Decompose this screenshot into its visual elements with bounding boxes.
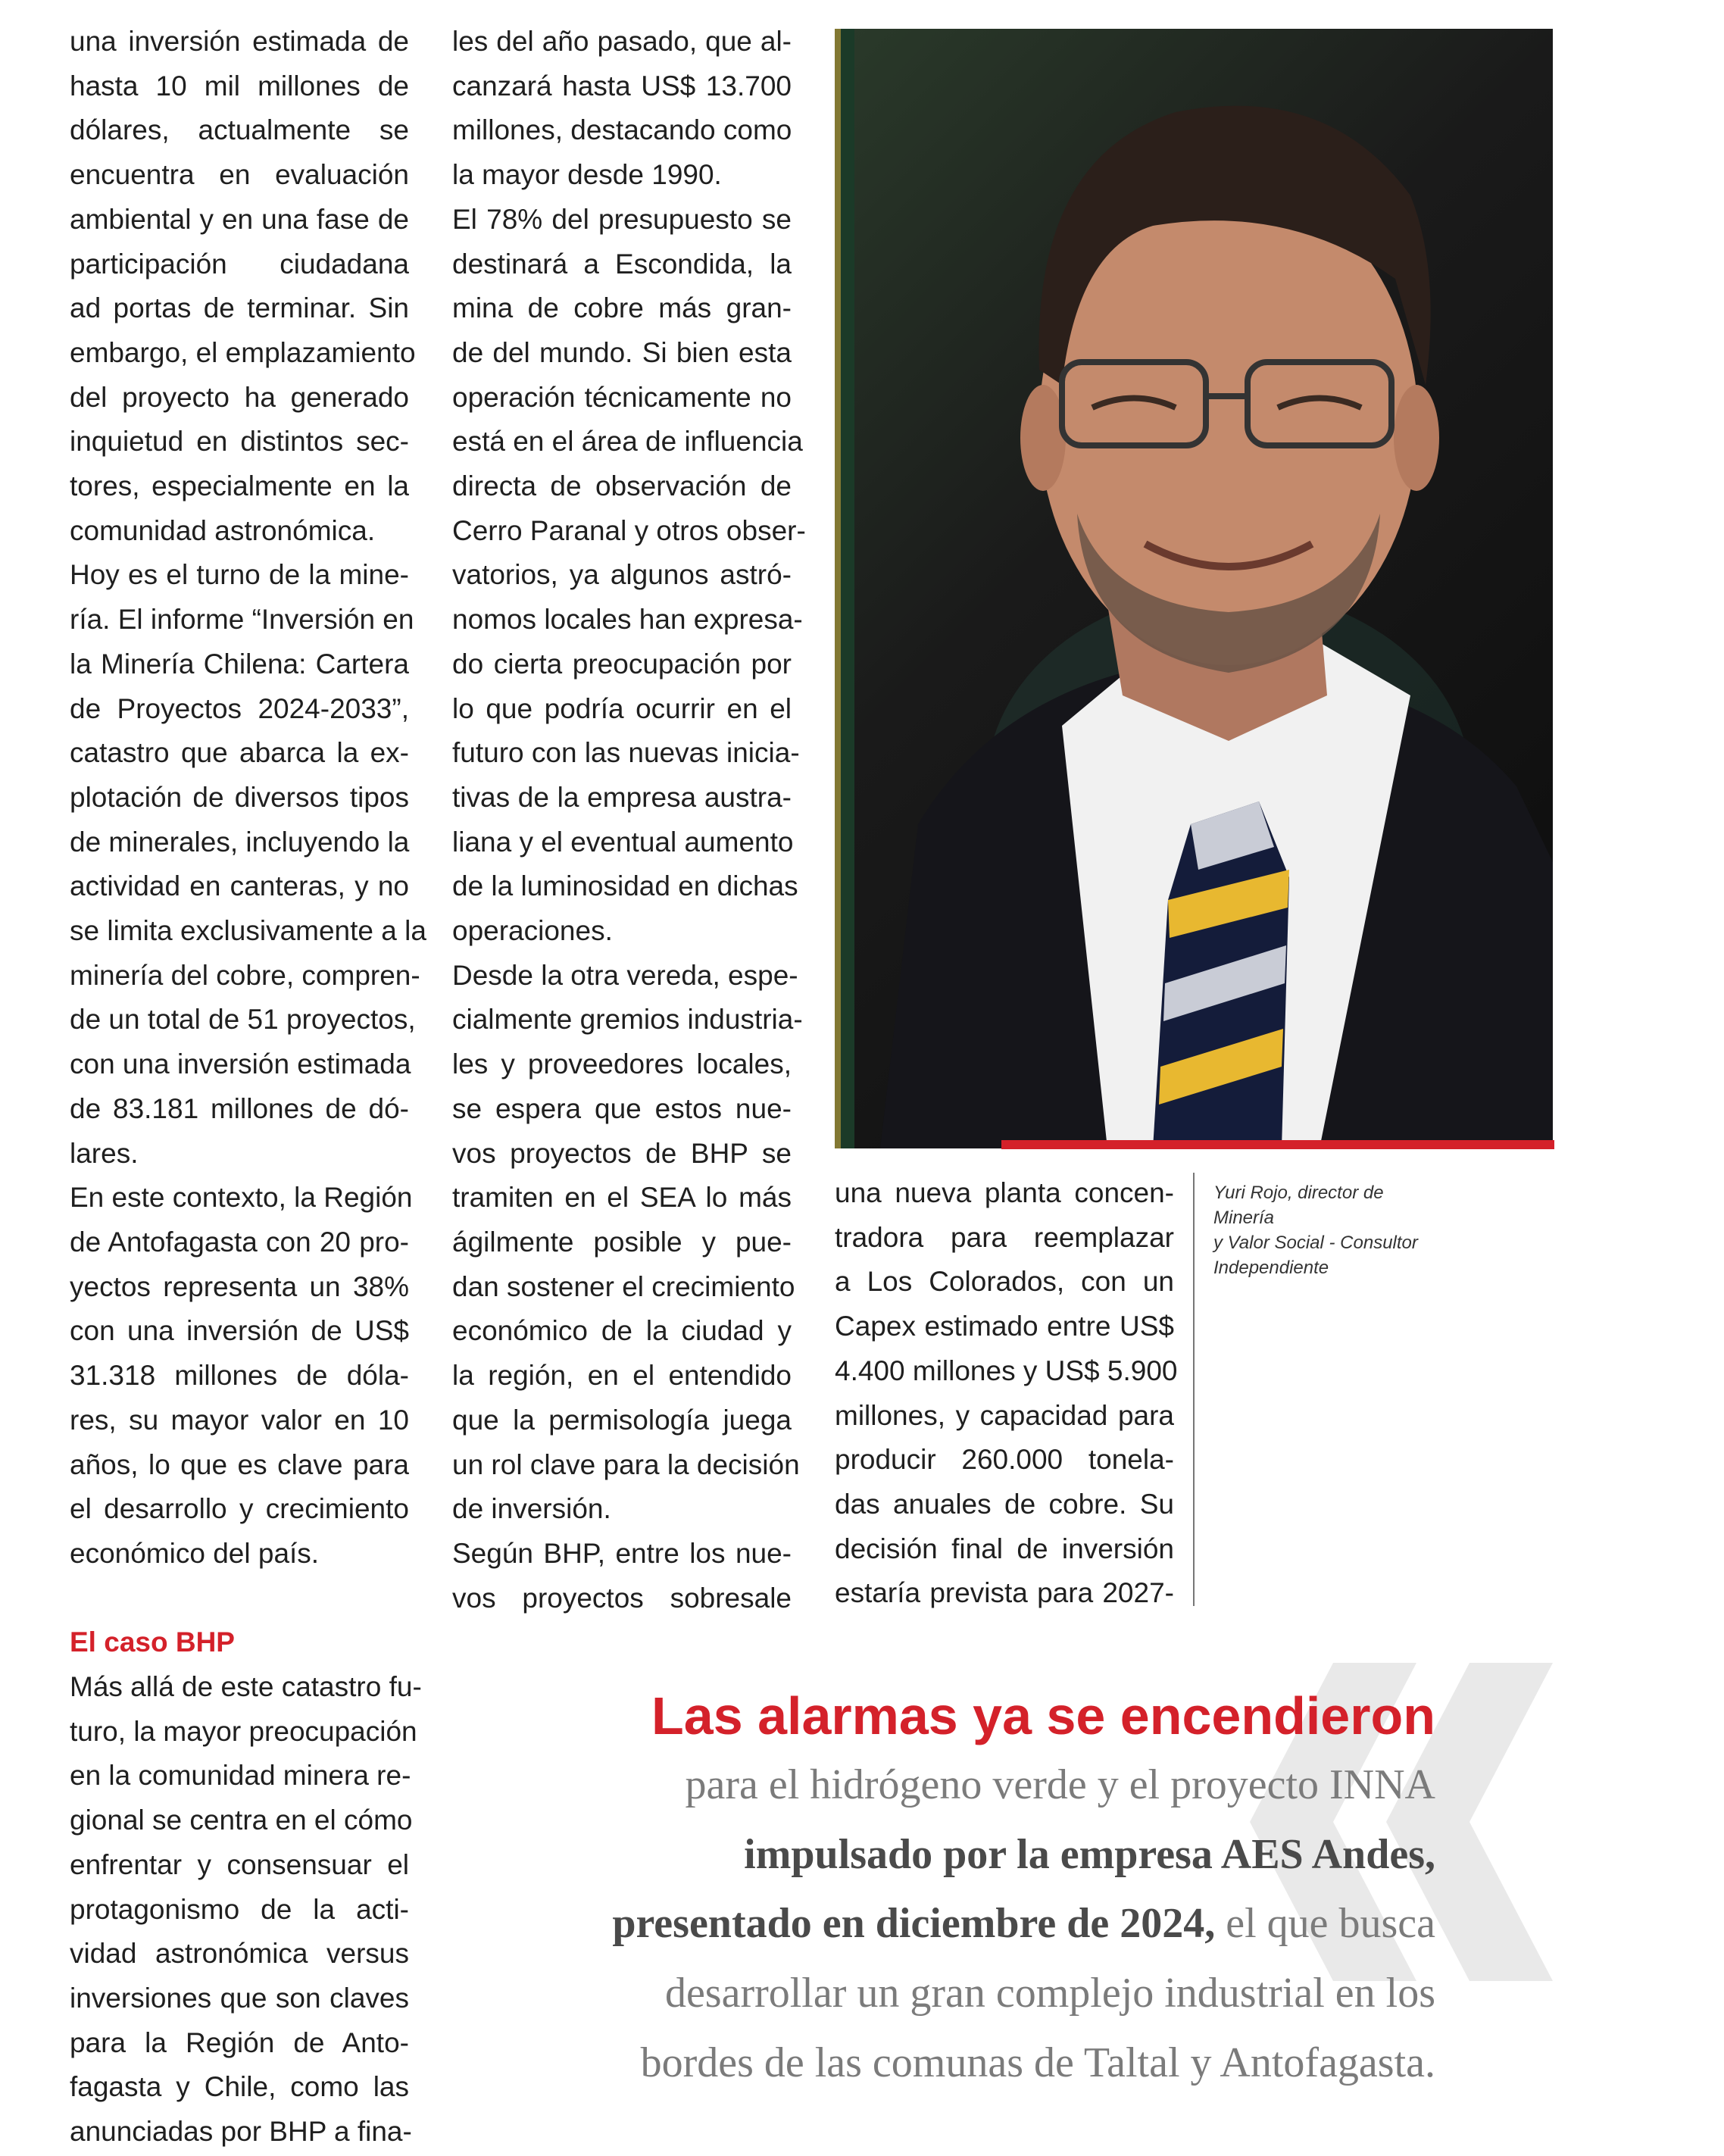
paragraph	[452, 20, 792, 198]
text-line: la región, en el entendido	[452, 1360, 792, 1392]
text-line: futuro con las nuevas inicia-	[452, 737, 800, 769]
paragraph	[70, 1176, 413, 1576]
text-line: años, lo que es clave para	[70, 1448, 409, 1480]
portrait-illustration	[835, 29, 1553, 1148]
text-line: vos proyectos sobresale	[452, 1582, 792, 1614]
text-line: la Minería Chilena: Cartera	[70, 648, 409, 680]
text-line: con una inversión de US$	[70, 1315, 409, 1347]
text-line: tores, especialmente en la	[70, 470, 409, 502]
pull-quote-line	[485, 1889, 1435, 1959]
text-line: Desde la otra vereda, espe-	[452, 959, 798, 991]
photo-accent-bar	[1001, 1140, 1554, 1149]
text-line: les y proveedores locales,	[452, 1048, 792, 1080]
article-column-1	[70, 20, 426, 2154]
text-line: mina de cobre más gran-	[452, 292, 792, 324]
text-line: directa de observación de	[452, 470, 792, 502]
paragraph	[452, 1532, 792, 1620]
text-line: res, su mayor valor en 10	[70, 1404, 409, 1436]
caption-line: y Valor Social - Consultor	[1213, 1233, 1418, 1253]
text-line: das anuales de cobre. Su	[835, 1488, 1174, 1520]
text-line: de la luminosidad en dichas	[452, 870, 798, 902]
text-line: dan sostener el crecimiento	[452, 1270, 795, 1302]
text-line: vatorios, ya algunos astró-	[452, 559, 792, 591]
paragraph	[452, 198, 806, 954]
subheading-el-caso-bhp: El caso BHP	[70, 1626, 235, 1658]
text-line: Hoy es el turno de la mine-	[70, 559, 409, 591]
text-line: lo que podría ocurrir en el	[452, 692, 792, 724]
text-line: nomos locales han expresa-	[452, 604, 803, 636]
text-line: de 83.181 millones de dó-	[70, 1092, 409, 1124]
text-line: dólares, actualmente se	[70, 114, 409, 146]
spacer	[70, 1576, 409, 1621]
text-line: operación técnicamente no	[452, 381, 792, 413]
portrait-photo	[835, 29, 1553, 1148]
text-line: Según BHP, entre los nue-	[452, 1537, 792, 1569]
text-line: Cerro Paranal y otros obser-	[452, 514, 806, 546]
text-line: protagonismo de la acti-	[70, 1893, 409, 1925]
text-line: gional se centra en el cómo	[70, 1804, 413, 1836]
text-line: a Los Colorados, con un	[835, 1266, 1174, 1298]
text-line: cialmente gremios industria-	[452, 1004, 803, 1036]
text-line: del proyecto ha generado	[70, 381, 409, 413]
text-line: que la permisología juega	[452, 1404, 792, 1436]
pull-quote-bold: impulsado por la empresa AES Andes,	[744, 1830, 1435, 1878]
text-line: ad portas de terminar. Sin	[70, 292, 409, 324]
text-line: se limita exclusivamente a la	[70, 915, 426, 947]
text-line: de del mundo. Si bien esta	[452, 336, 792, 368]
text-line: turo, la mayor preocupación	[70, 1715, 417, 1747]
text-line: una inversión estimada de	[70, 26, 409, 57]
text-line: se espera que estos nue-	[452, 1092, 792, 1124]
text-line: ágilmente posible y pue-	[452, 1226, 792, 1258]
pull-quote-bold: presentado en diciembre de 2024,	[612, 1900, 1216, 1948]
text-line: enfrentar y consensuar el	[70, 1848, 409, 1880]
text-line: un rol clave para la decisión	[452, 1448, 800, 1480]
text-line: el desarrollo y crecimiento	[70, 1493, 409, 1525]
paragraph	[70, 1665, 422, 2154]
text-line: vos proyectos de BHP se	[452, 1137, 792, 1169]
paragraph	[70, 20, 416, 553]
pull-quote-line	[485, 1820, 1435, 1890]
text-line: tradora para reemplazar	[835, 1221, 1174, 1253]
pull-quote-text: el que busca	[1215, 1900, 1435, 1948]
text-line: ambiental y en una fase de	[70, 203, 409, 235]
text-line: encuentra en evaluación	[70, 159, 409, 191]
caption-line: Independiente	[1213, 1258, 1329, 1278]
text-line: 4.400 millones y US$ 5.900	[835, 1355, 1178, 1386]
text-line: anunciadas por BHP a fina-	[70, 2116, 412, 2148]
text-line: producir 260.000 tonela-	[835, 1444, 1174, 1476]
text-line: la mayor desde 1990.	[452, 159, 722, 191]
text-line: decisión final de inversión	[835, 1533, 1174, 1564]
photo-caption	[1213, 1180, 1441, 1280]
text-line: económico de la ciudad y	[452, 1315, 792, 1347]
text-line: yectos representa un 38%	[70, 1270, 409, 1302]
text-line: de un total de 51 proyectos,	[70, 1004, 416, 1036]
text-line: una nueva planta concen-	[835, 1177, 1174, 1208]
text-line: El 78% del presupuesto se	[452, 203, 792, 235]
text-line: económico del país.	[70, 1537, 320, 1569]
text-line: minería del cobre, compren-	[70, 959, 420, 991]
pull-quote	[485, 1682, 1435, 2098]
text-line: 31.318 millones de dóla-	[70, 1360, 409, 1392]
text-line: de minerales, incluyendo la	[70, 826, 410, 858]
text-line: liana y el eventual aumento	[452, 826, 794, 858]
text-line: lares.	[70, 1137, 139, 1169]
text-line: para la Región de Anto-	[70, 2026, 409, 2058]
text-line: de Proyectos 2024-2033”,	[70, 692, 409, 724]
text-line: de Antofagasta con 20 pro-	[70, 1226, 409, 1258]
text-line: comunidad astronómica.	[70, 514, 376, 546]
text-line: Capex estimado entre US$	[835, 1311, 1174, 1342]
article-column-3	[835, 1171, 1178, 1616]
text-line: les del año pasado, que al-	[452, 26, 792, 57]
text-line: do cierta preocupación por	[452, 648, 792, 680]
text-line: catastro que abarca la ex-	[70, 737, 409, 769]
text-line: canzará hasta US$ 13.700	[452, 70, 792, 102]
text-line: tramiten en el SEA lo más	[452, 1182, 792, 1214]
text-line: ría. El informe “Inversión en	[70, 604, 414, 636]
caption-divider	[1193, 1173, 1195, 1606]
text-line: de inversión.	[452, 1493, 611, 1525]
text-line: inversiones que son claves	[70, 1982, 409, 2014]
text-line: plotación de diversos tipos	[70, 781, 409, 813]
pull-quote-line: para el hidrógeno verde y el proyecto INNA	[685, 1761, 1435, 1808]
text-line: millones, y capacidad para	[835, 1399, 1174, 1431]
text-line: tivas de la empresa austra-	[452, 781, 792, 813]
text-line: vidad astronómica versus	[70, 1938, 409, 1970]
text-line: millones, destacando como	[452, 114, 792, 146]
text-line: inquietud en distintos sec-	[70, 426, 409, 458]
text-line: Más allá de este catastro fu-	[70, 1671, 422, 1702]
text-line: fagasta y Chile, como las	[70, 2071, 409, 2103]
text-line: operaciones.	[452, 915, 613, 947]
article-column-2	[452, 20, 806, 1620]
text-line: participación ciudadana	[70, 248, 409, 280]
paragraph	[835, 1171, 1178, 1616]
text-line: destinará a Escondida, la	[452, 248, 792, 280]
caption-line: Yuri Rojo, director de Minería	[1213, 1183, 1384, 1228]
paragraph	[70, 553, 426, 1176]
text-line: hasta 10 mil millones de	[70, 70, 409, 102]
pull-quote-headline: Las alarmas ya se encendieron	[651, 1686, 1435, 1745]
text-line: con una inversión estimada	[70, 1048, 411, 1080]
paragraph	[452, 954, 803, 1532]
text-line: en la comunidad minera re-	[70, 1760, 411, 1792]
text-line: actividad en canteras, y no	[70, 870, 409, 902]
text-line: embargo, el emplazamiento	[70, 336, 416, 368]
pull-quote-line: bordes de las comunas de Taltal y Antofagasta.	[640, 2039, 1435, 2086]
pull-quote-line: desarrollar un gran complejo industrial en los	[664, 1970, 1435, 2017]
text-line: En este contexto, la Región	[70, 1182, 413, 1214]
text-line: está en el área de influencia	[452, 426, 803, 458]
text-line: estaría prevista para 2027-	[835, 1577, 1174, 1609]
